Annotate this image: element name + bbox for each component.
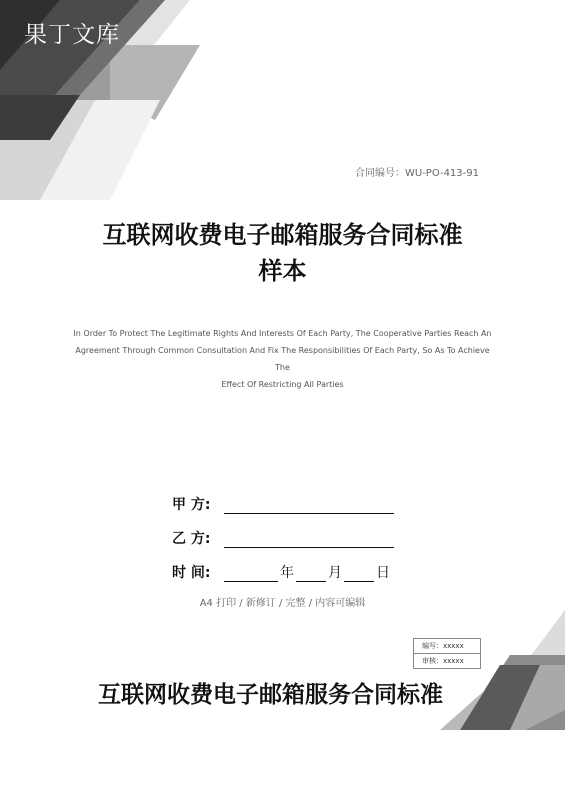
document-subtitle <box>70 325 495 393</box>
editor-field: 编写：xxxxx <box>422 642 464 650</box>
document-title <box>0 217 565 289</box>
corner-geometric-art <box>440 610 565 735</box>
signature-fields <box>172 480 394 582</box>
month-input-line[interactable] <box>296 565 326 582</box>
year-unit: 年 <box>280 565 294 581</box>
year-input-line[interactable] <box>224 565 278 582</box>
title-line-2: 样本 <box>258 257 307 285</box>
footer-title: 互联网收费电子邮箱服务合同标准 <box>98 682 443 708</box>
subtitle-line: Effect Of Restricting All Parties <box>221 380 344 389</box>
party-a-row <box>172 480 394 514</box>
month-unit: 月 <box>328 565 342 581</box>
title-line-1: 互联网收费电子邮箱服务合同标准 <box>102 221 463 249</box>
date-row <box>172 548 394 582</box>
contract-number: 合同编号：WU-PO-413-91 <box>354 168 479 179</box>
party-b-row <box>172 514 394 548</box>
party-a-label: 甲 方: <box>172 497 211 513</box>
reviewer-field: 审核：xxxxx <box>414 653 480 668</box>
brand-name: 果丁文库 <box>24 22 120 48</box>
features-note: A4 打印 / 新修订 / 完整 / 内容可编辑 <box>199 598 366 609</box>
day-input-line[interactable] <box>344 565 374 582</box>
subtitle-line: In Order To Protect The Legitimate Rights And Interests Of Each Party, The Cooperative Parties Reach An <box>73 329 492 338</box>
review-box <box>413 638 481 669</box>
party-a-input-line[interactable] <box>224 497 394 514</box>
time-label: 时 间: <box>172 565 211 581</box>
day-unit: 日 <box>376 565 390 581</box>
party-b-label: 乙 方: <box>172 531 211 547</box>
subtitle-line: Agreement Through Common Consultation And Fix The Responsibilities Of Each Party, So As To Achieve The <box>75 346 490 372</box>
party-b-input-line[interactable] <box>224 531 394 548</box>
